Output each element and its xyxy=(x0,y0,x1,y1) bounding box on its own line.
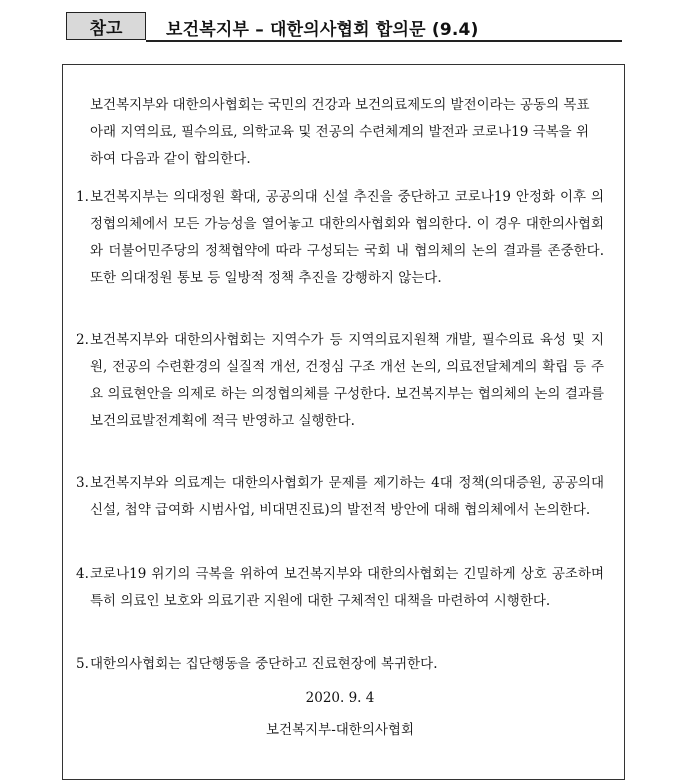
item-number: 2. xyxy=(76,332,89,348)
item-text: 대한의사협회는 집단행동을 중단하고 진료현장에 복귀한다. xyxy=(90,656,438,672)
agreement-item-1 xyxy=(76,184,604,292)
title-underline xyxy=(146,40,622,42)
document-header xyxy=(66,12,622,42)
agreement-date: 2020. 9. 4 xyxy=(305,690,375,706)
document-title: 보건복지부 – 대한의사협회 합의문 (9.4) xyxy=(166,20,479,40)
agreement-item-2 xyxy=(76,327,604,435)
reference-tag: 참고 xyxy=(66,12,146,40)
agreement-item-3 xyxy=(76,470,604,524)
agreement-item-5 xyxy=(76,651,604,678)
intro-paragraph xyxy=(90,92,602,173)
item-text: 보건복지부와 의료계는 대한의사협회가 문제를 제기하는 4대 정책(의대증원, 공공의대 신설, 첩약 급여화 시범사업, 비대면진료)의 발전적 방안에 대해 협의체에서 논의한다. xyxy=(90,475,604,518)
item-number: 5. xyxy=(76,656,89,672)
item-number: 3. xyxy=(76,475,89,491)
item-text: 보건복지부는 의대정원 확대, 공공의대 신설 추진을 중단하고 코로나19 안정화 이후 의정협의체에서 모든 가능성을 열어놓고 대한의사협회와 협의한다. 이 경우 대한의사협회와 더불어민주당의 정책협약에 따라 구성되는 국회 내 협의체의 논의 결과를 존중한다. 또한 의대정원 통보 등 일방적 정책 추진을 강행하지 않는다. xyxy=(90,189,604,286)
agreement-item-4 xyxy=(76,561,604,615)
signatories: 보건복지부-대한의사협회 xyxy=(265,722,414,738)
item-text: 보건복지부와 대한의사협회는 지역수가 등 지역의료지원책 개발, 필수의료 육성 및 지원, 전공의 수련환경의 실질적 개선, 건정심 구조 개선 논의, 의료전달체계의 확립 등 주요 의료현안을 의제로 하는 의정협의체를 구성한다. 보건복지부는 협의체의 논의 결과를 보건의료발전계획에 적극 반영하고 실행한다. xyxy=(90,332,604,429)
item-text: 코로나19 위기의 극복을 위하여 보건복지부와 대한의사협회는 긴밀하게 상호 공조하며 특히 의료인 보호와 의료기관 지원에 대한 구체적인 대책을 마련하여 시행한다. xyxy=(90,566,604,609)
intro-text: 보건복지부와 대한의사협회는 국민의 건강과 보건의료제도의 발전이라는 공동의 목표 아래 지역의료, 필수의료, 의학교육 및 전공의 수련체계의 발전과 코로나19 극복을 위하여 다음과 같이 합의한다. xyxy=(90,97,590,167)
item-number: 1. xyxy=(76,189,89,205)
item-number: 4. xyxy=(76,566,89,582)
